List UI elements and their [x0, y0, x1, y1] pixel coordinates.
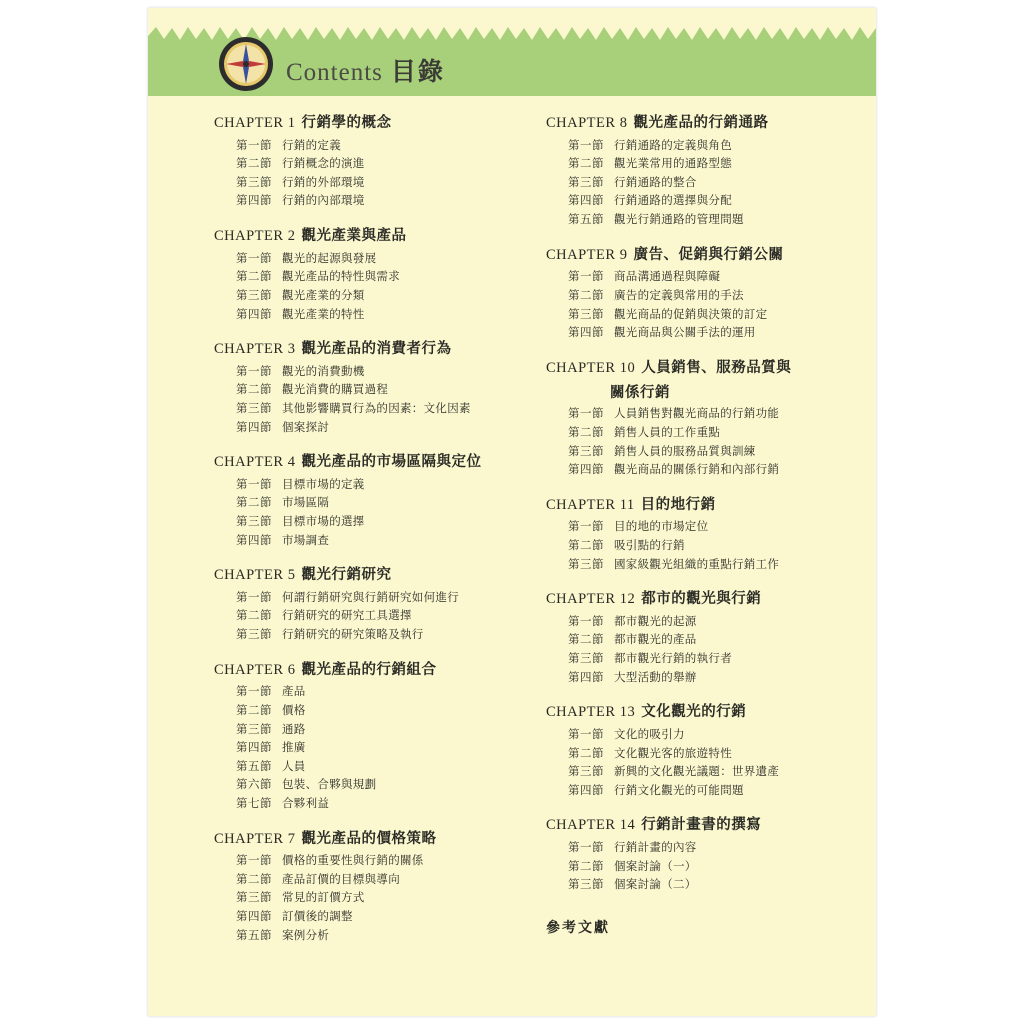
section-entry[interactable] [214, 607, 498, 626]
chapter-name: 觀光產品的消費者行為 [301, 341, 452, 358]
chapter-entry[interactable] [214, 340, 498, 437]
section-number: 第一節 [568, 521, 604, 534]
section-number: 第四節 [236, 421, 272, 434]
chapter-name: 觀光產品的行銷通路 [633, 115, 769, 131]
section-number: 第一節 [568, 841, 604, 854]
section-entry[interactable] [214, 363, 498, 382]
section-title: 都市觀光的起源 [614, 615, 697, 628]
section-title: 銷售人員的服務品質與訓練 [614, 445, 756, 458]
section-title: 觀光商品的關係行銷和內部行銷 [614, 464, 780, 477]
section-entry[interactable] [546, 537, 856, 556]
section-number: 第三節 [236, 629, 272, 642]
chapter-name: 人員銷售、服務品質與 [641, 359, 792, 376]
section-number: 第一節 [568, 728, 604, 741]
section-entry[interactable] [546, 518, 856, 537]
chapter-name: 行銷計畫書的撰寫 [641, 817, 762, 834]
section-number: 第六節 [236, 779, 272, 792]
section-title: 觀光消費的購買過程 [282, 384, 389, 397]
section-title: 市場調查 [282, 534, 330, 547]
chapter-entry[interactable] [546, 496, 856, 574]
section-entry[interactable] [546, 324, 856, 343]
section-number: 第三節 [568, 653, 604, 666]
section-entry[interactable] [214, 174, 498, 193]
section-title: 市場區隔 [282, 497, 330, 510]
section-number: 第二節 [568, 158, 604, 171]
chapter-entry[interactable] [546, 114, 856, 230]
section-number: 第二節 [568, 289, 604, 302]
section-title: 推廣 [282, 742, 306, 755]
section-entry[interactable] [214, 626, 498, 645]
section-number: 第一節 [236, 365, 272, 378]
section-number: 第四節 [568, 464, 604, 477]
section-title: 觀光產品的特性與需求 [282, 271, 400, 284]
chapter-entry[interactable] [546, 703, 856, 800]
section-entry[interactable] [546, 268, 856, 287]
section-number: 第二節 [236, 873, 272, 886]
section-title: 個案討論（一） [614, 860, 697, 873]
section-title: 行銷通路的選擇與分配 [614, 195, 732, 208]
section-title: 合夥利益 [282, 798, 330, 810]
chapter-name: 行銷學的概念 [301, 115, 392, 131]
chapter-name: 觀光行銷研究 [301, 567, 392, 584]
section-title: 吸引點的行銷 [614, 540, 685, 552]
section-entry[interactable] [546, 669, 856, 688]
section-entry[interactable] [214, 268, 498, 287]
section-title: 常見的訂價方式 [282, 892, 365, 905]
section-number: 第一節 [568, 139, 604, 152]
section-title: 案例分析 [282, 929, 330, 942]
section-entry[interactable] [546, 137, 856, 156]
section-entry[interactable] [214, 739, 498, 758]
section-entry[interactable] [546, 745, 856, 764]
section-title: 商品溝通過程與障礙 [614, 271, 721, 284]
toc-column-right [512, 104, 876, 1016]
chapter-entry[interactable] [546, 359, 856, 480]
chapter-number: CHAPTER 8 [546, 115, 628, 131]
section-title: 行銷的外部環境 [282, 176, 365, 189]
chapter-entry[interactable] [214, 566, 498, 644]
section-entry[interactable] [214, 532, 498, 551]
section-title: 何謂行銷研究與行銷研究如何進行 [282, 591, 459, 604]
section-number: 第三節 [236, 723, 272, 736]
section-entry[interactable] [546, 211, 856, 230]
section-number: 第三節 [236, 516, 272, 528]
section-title: 通路 [282, 723, 306, 736]
section-number: 第四節 [236, 195, 272, 208]
section-title: 其他影響購買行為的因素：文化因素 [282, 402, 471, 415]
section-entry[interactable] [546, 650, 856, 669]
section-entry[interactable] [214, 306, 498, 325]
chapter-name: 都市的觀光與行銷 [641, 591, 762, 608]
section-title: 個案討論（二） [614, 879, 697, 892]
section-title: 行銷的定義 [282, 139, 341, 152]
section-number: 第四節 [568, 195, 604, 208]
section-title: 價格的重要性與行銷的關係 [282, 855, 424, 868]
section-entry[interactable] [546, 613, 856, 632]
chapter-number: CHAPTER 5 [214, 567, 296, 584]
section-number: 第一節 [236, 139, 272, 152]
section-number: 第三節 [236, 892, 272, 905]
section-title: 目的地的市場定位 [614, 521, 709, 534]
section-entry[interactable] [214, 250, 498, 269]
section-entry[interactable] [546, 443, 856, 462]
chapter-entry[interactable] [546, 246, 856, 343]
section-number: 第一節 [568, 271, 604, 284]
chapter-title [214, 661, 498, 681]
section-title: 行銷研究的研究策略及執行 [282, 629, 424, 642]
chapter-name: 觀光產業與產品 [301, 228, 407, 245]
section-title: 行銷計畫的內容 [614, 841, 697, 854]
section-number: 第三節 [568, 879, 604, 892]
section-title: 行銷通路的定義與角色 [614, 139, 732, 152]
chapter-title-line2: 關係行銷 [610, 385, 670, 402]
section-number: 第四節 [568, 327, 604, 340]
page-title-en: Contents [286, 59, 383, 86]
section-entry[interactable] [546, 405, 856, 424]
section-title: 觀光行銷通路的管理問題 [614, 214, 744, 227]
chapter-entry[interactable] [546, 590, 856, 687]
section-entry[interactable] [214, 400, 498, 419]
chapter-title [546, 359, 856, 379]
chapter-name: 目的地行銷 [640, 496, 716, 513]
toc-columns [148, 104, 876, 1016]
section-entry[interactable] [546, 461, 856, 480]
section-title: 訂價後的調整 [282, 911, 353, 924]
page-title-cjk: 目錄 [390, 59, 445, 86]
section-number: 第五節 [236, 929, 272, 942]
section-entry[interactable] [214, 758, 498, 777]
section-number: 第四節 [236, 534, 272, 547]
section-title: 觀光商品的促銷與決策的訂定 [614, 308, 768, 321]
section-title: 價格 [282, 704, 306, 717]
section-title: 包裝、合夥與規劃 [282, 779, 377, 792]
section-number: 第四節 [568, 671, 604, 684]
section-entry[interactable] [546, 174, 856, 193]
section-title: 觀光商品與公關手法的運用 [614, 327, 756, 340]
section-entry[interactable] [546, 192, 856, 211]
section-number: 第三節 [568, 766, 604, 779]
chapter-title [214, 227, 498, 247]
section-number: 第四節 [236, 742, 272, 755]
section-entry[interactable] [546, 839, 856, 858]
section-entry[interactable] [214, 287, 498, 306]
section-title: 文化的吸引力 [614, 728, 685, 741]
chapter-name: 觀光產品的行銷組合 [301, 661, 437, 678]
section-number: 第五節 [236, 760, 272, 773]
section-title: 廣告的定義與常用的手法 [614, 289, 744, 302]
section-title: 目標市場的選擇 [282, 516, 365, 528]
chapter-title [546, 496, 856, 516]
section-title: 觀光業常用的通路型態 [614, 158, 732, 171]
section-title: 行銷概念的演進 [282, 158, 365, 171]
chapter-number: CHAPTER 10 [546, 359, 636, 376]
section-title: 產品 [282, 686, 306, 699]
section-entry[interactable] [214, 702, 498, 721]
chapter-entry[interactable] [546, 816, 856, 894]
section-number: 第一節 [568, 615, 604, 628]
section-entry[interactable] [214, 852, 498, 871]
section-number: 第三節 [236, 176, 272, 189]
section-number: 第四節 [236, 308, 272, 321]
chapter-name: 觀光產品的價格策略 [301, 830, 437, 847]
section-entry[interactable] [546, 424, 856, 443]
section-number: 第三節 [236, 289, 272, 302]
chapter-number: CHAPTER 13 [546, 704, 636, 721]
chapter-name: 文化觀光的行銷 [641, 704, 747, 721]
chapter-title [214, 340, 498, 360]
chapter-title [546, 816, 856, 836]
section-entry[interactable] [214, 476, 498, 495]
section-entry[interactable] [214, 795, 498, 814]
section-entry[interactable] [546, 782, 856, 801]
section-title: 產品訂價的目標與導向 [282, 873, 400, 886]
chapter-title [546, 246, 856, 266]
chapter-number: CHAPTER 1 [214, 115, 296, 131]
section-entry[interactable] [214, 381, 498, 400]
chapter-entry[interactable] [214, 830, 498, 946]
section-number: 第二節 [236, 384, 272, 397]
toc-column-left [148, 104, 512, 1016]
section-number: 第一節 [236, 855, 272, 868]
chapter-title [546, 114, 856, 134]
section-title: 人員 [282, 760, 306, 773]
chapter-entry[interactable] [214, 453, 498, 550]
chapter-title [214, 453, 498, 473]
section-entry[interactable] [214, 683, 498, 702]
section-title: 行銷通路的整合 [614, 176, 697, 189]
references-entry[interactable]: 參考文獻 [546, 920, 610, 936]
chapter-number: CHAPTER 7 [214, 830, 296, 847]
section-title: 行銷文化觀光的可能問題 [614, 784, 744, 797]
chapter-number: CHAPTER 2 [214, 228, 296, 245]
section-entry[interactable] [546, 726, 856, 745]
section-entry[interactable] [214, 419, 498, 438]
section-number: 第二節 [236, 271, 272, 284]
section-entry[interactable] [546, 858, 856, 877]
section-number: 第一節 [236, 686, 272, 699]
section-entry[interactable] [214, 927, 498, 946]
section-entry[interactable] [214, 494, 498, 513]
section-title: 觀光產業的分類 [282, 289, 365, 302]
section-number: 第二節 [568, 540, 604, 552]
section-number: 第四節 [236, 911, 272, 924]
chapter-number: CHAPTER 3 [214, 341, 296, 358]
page-title [286, 52, 445, 88]
chapter-number: CHAPTER 11 [546, 496, 635, 513]
section-number: 第七節 [236, 798, 272, 810]
section-number: 第一節 [568, 408, 604, 421]
section-entry[interactable] [546, 287, 856, 306]
section-number: 第二節 [568, 426, 604, 439]
chapter-entry[interactable] [214, 661, 498, 814]
section-entry[interactable] [214, 889, 498, 908]
section-title: 都市觀光行銷的執行者 [614, 653, 732, 666]
section-title: 目標市場的定義 [282, 478, 365, 491]
section-title: 都市觀光的產品 [614, 634, 697, 647]
section-entry[interactable] [214, 589, 498, 608]
chapter-title [546, 703, 856, 723]
section-title: 文化觀光客的旅遊特性 [614, 747, 732, 760]
section-entry[interactable] [214, 137, 498, 156]
section-number: 第三節 [568, 176, 604, 189]
section-title: 國家級觀光組織的重點行銷工作 [614, 558, 780, 571]
section-entry[interactable] [214, 192, 498, 211]
section-entry[interactable] [214, 776, 498, 795]
section-number: 第二節 [236, 158, 272, 171]
chapter-name: 廣告、促銷與行銷公關 [633, 246, 784, 263]
chapter-number: CHAPTER 14 [546, 817, 636, 834]
section-number: 第二節 [236, 497, 272, 510]
chapter-title [214, 830, 498, 850]
section-number: 第三節 [568, 308, 604, 321]
chapter-entry[interactable] [214, 227, 498, 324]
chapter-number: CHAPTER 12 [546, 591, 636, 608]
section-title: 新興的文化觀光議題：世界遺產 [614, 766, 780, 779]
section-entry[interactable] [546, 155, 856, 174]
section-entry[interactable] [546, 763, 856, 782]
section-entry[interactable] [546, 556, 856, 575]
section-title: 觀光的起源與發展 [282, 252, 377, 265]
section-title: 人員銷售對觀光商品的行銷功能 [614, 408, 780, 421]
chapter-number: CHAPTER 9 [546, 246, 628, 263]
section-number: 第二節 [568, 747, 604, 760]
section-number: 第一節 [236, 591, 272, 604]
section-number: 第三節 [568, 558, 604, 571]
section-entry[interactable] [214, 721, 498, 740]
section-entry[interactable] [214, 155, 498, 174]
section-number: 第一節 [236, 478, 272, 491]
section-number: 第四節 [568, 784, 604, 797]
section-title: 個案探討 [282, 421, 330, 434]
section-entry[interactable] [546, 306, 856, 325]
section-number: 第三節 [236, 402, 272, 415]
chapter-title [214, 566, 498, 586]
section-number: 第二節 [568, 634, 604, 647]
section-entry[interactable] [214, 513, 498, 532]
chapter-title [214, 114, 498, 134]
compass-icon [218, 36, 274, 92]
section-number: 第二節 [236, 610, 272, 623]
chapter-entry[interactable] [214, 114, 498, 211]
section-entry[interactable] [214, 908, 498, 927]
section-title: 銷售人員的工作重點 [614, 426, 721, 439]
chapter-name: 觀光產品的市場區隔與定位 [301, 454, 482, 471]
chapter-title [546, 590, 856, 610]
section-title: 行銷的內部環境 [282, 195, 365, 208]
section-number: 第二節 [236, 704, 272, 717]
section-title: 觀光的消費動機 [282, 365, 365, 378]
chapter-number: CHAPTER 6 [214, 661, 296, 678]
section-title: 行銷研究的研究工具選擇 [282, 610, 412, 623]
section-entry[interactable] [546, 631, 856, 650]
section-entry[interactable] [214, 871, 498, 890]
section-number: 第二節 [568, 860, 604, 873]
chapter-number: CHAPTER 4 [214, 454, 296, 471]
section-title: 大型活動的舉辦 [614, 671, 697, 684]
section-entry[interactable] [546, 876, 856, 895]
section-number: 第三節 [568, 445, 604, 458]
section-title: 觀光產業的特性 [282, 308, 365, 321]
section-number: 第一節 [236, 252, 272, 265]
section-number: 第五節 [568, 214, 604, 227]
